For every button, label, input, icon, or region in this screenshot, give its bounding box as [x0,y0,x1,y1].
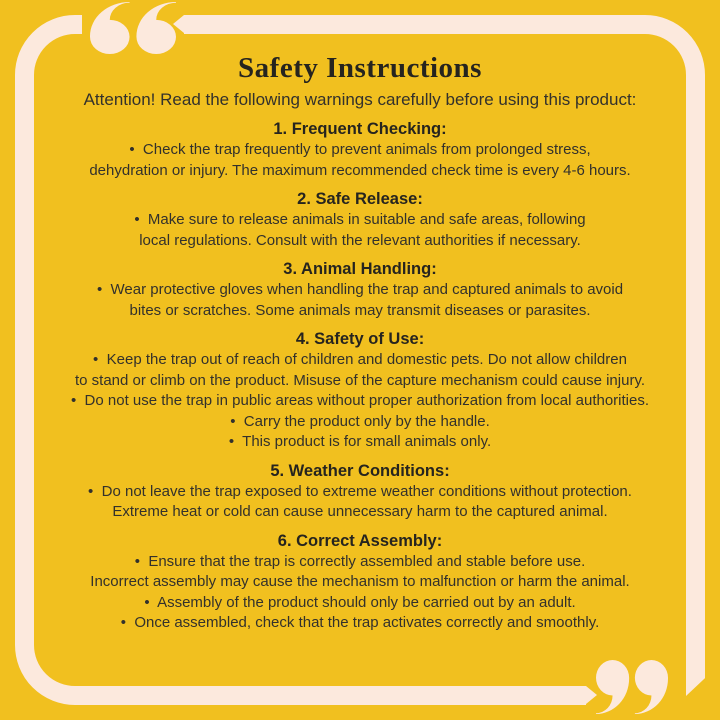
instruction-line: • Keep the trap out of reach of children and domestic pets. Do not allow children [93,351,627,368]
safety-section [38,329,682,453]
instruction-line: • Carry the product only by the handle. [230,412,490,430]
instruction-line: • Wear protective gloves when handling the trap and captured animals to avoid [96,281,624,298]
instruction-line: Incorrect assembly may cause the mechanism to malfunction or harm the animal. [90,573,630,590]
section-heading: 5. Weather Conditions: [270,461,450,480]
section-heading: 4. Safety of Use: [295,330,425,348]
instruction-line: • Do not use the trap in public areas without proper authorization from local authorities. [70,392,650,409]
instruction-line: bites or scratches. Some animals may transmit diseases or parasites. [129,301,591,319]
safety-section [38,531,682,634]
safety-section [38,119,682,181]
safety-section [38,189,682,251]
page-title: Safety Instructions [238,52,482,84]
instructions-content [38,50,682,634]
instruction-line: • This product is for small animals only. [228,433,492,450]
instruction-line: • Make sure to release animals in suitable and safe areas, following [134,211,586,228]
attention-subtitle: Attention! Read the following warnings carefully before using this product: [83,90,637,109]
sections-list [38,119,682,634]
instruction-line: • Once assembled, check that the trap activates correctly and smoothly. [120,614,600,631]
instruction-line: • Ensure that the trap is correctly assembled and stable before use. [134,552,586,570]
instruction-line: dehydration or injury. The maximum recommended check time is every 4-6 hours. [89,161,631,179]
safety-section [38,461,682,523]
instruction-line: to stand or climb on the product. Misuse of the capture mechanism could cause injury. [74,371,645,389]
safety-section [38,259,682,321]
instruction-line: • Check the trap frequently to prevent animals from prolonged stress, [129,141,591,158]
section-heading: 6. Correct Assembly: [277,531,443,550]
instruction-line: Extreme heat or cold can cause unnecessary harm to the captured animal. [112,503,608,520]
instruction-line: • Do not leave the trap exposed to extreme weather conditions without protection. [88,482,632,500]
opening-quote-icon [90,2,176,54]
section-heading: 1. Frequent Checking: [273,120,447,138]
section-heading: 2. Safe Release: [297,190,423,208]
closing-quote-icon [596,660,668,714]
instruction-line: • Assembly of the product should only be carried out by an adult. [144,593,576,611]
instruction-line: local regulations. Consult with the relevant authorities if necessary. [139,231,581,249]
section-heading: 3. Animal Handling: [283,260,437,278]
